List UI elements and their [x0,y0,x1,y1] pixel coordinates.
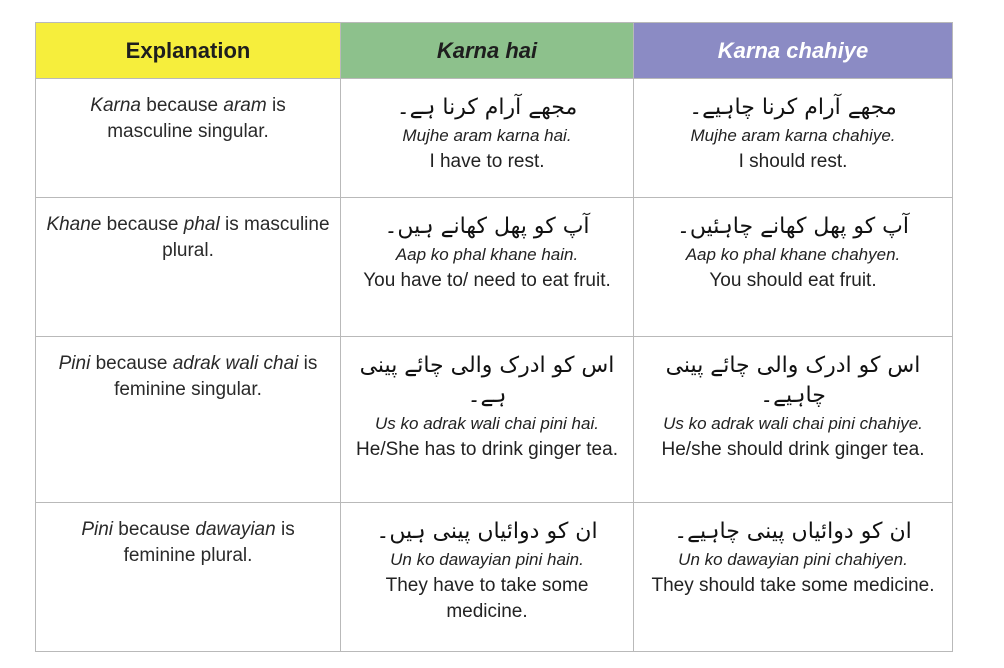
english-translation: He/She has to drink ginger tea. [356,439,618,460]
karna-hai-cell [341,79,634,198]
noun: aram [223,95,267,116]
english-translation: I have to rest. [429,151,545,172]
explanation-text [36,503,340,569]
karna-chahiye-cell [634,79,953,198]
rule-text: is feminine plural. [123,519,295,566]
english-translation: You should eat fruit. [709,270,877,291]
connector-text: because [90,353,173,374]
roman-transliteration: Aap ko phal khane hain. [395,245,579,264]
english-translation: They have to take some medicine. [385,575,589,622]
roman-transliteration: Mujhe aram karna hai. [402,126,572,145]
english-translation: You have to/ need to eat fruit. [363,270,611,291]
table-row [36,337,953,503]
karna-chahiye-cell [634,503,953,652]
header-karna-chahiye: Karna chahiye [634,23,953,79]
karna-hai-cell [341,198,634,337]
table-row [36,503,953,652]
table-row [36,198,953,337]
explanation-text [36,79,340,145]
roman-transliteration: Us ko adrak wali chai pini chahiye. [663,414,923,433]
urdu-sentence: آپ کو پھل کھانے ہیں۔ [384,214,590,239]
roman-transliteration: Us ko adrak wali chai pini hai. [375,414,599,433]
rule-text: is masculine plural. [162,214,330,261]
karna-chahiye-cell [634,198,953,337]
urdu-sentence: اس کو ادرک والی چائے پینی ہے۔ [359,353,615,408]
noun: phal [183,214,220,235]
connector-text: because [101,214,184,235]
verb-form: Pini [58,353,91,374]
urdu-sentence: آپ کو پھل کھانے چاہئیں۔ [677,214,909,239]
roman-transliteration: Aap ko phal khane chahyen. [685,245,901,264]
header-explanation: Explanation [36,23,341,79]
roman-transliteration: Un ko dawayian pini chahiyen. [678,550,908,569]
urdu-sentence: مجھے آرام کرنا ہے۔ [396,95,578,120]
rule-text: is feminine singular. [114,353,318,400]
explanation-cell [36,79,341,198]
noun: dawayian [195,519,276,540]
connector-text: because [141,95,224,116]
rule-text: is masculine singular. [107,95,286,142]
urdu-sentence: ان کو دوائیاں پینی ہیں۔ [376,519,598,544]
verb-form: Karna [90,95,141,116]
karna-hai-cell [341,503,634,652]
verb-form: Khane [46,214,102,235]
explanation-cell [36,503,341,652]
explanation-text [36,198,340,264]
english-translation: They should take some medicine. [651,575,935,596]
table-row [36,79,953,198]
header-karna-hai: Karna hai [341,23,634,79]
roman-transliteration: Un ko dawayian pini hain. [390,550,584,569]
connector-text: because [113,519,196,540]
urdu-sentence: اس کو ادرک والی چائے پینی چاہیے۔ [665,353,921,408]
verb-form: Pini [81,519,113,540]
explanation-cell [36,337,341,503]
grammar-table [35,22,953,652]
explanation-cell [36,198,341,337]
roman-transliteration: Mujhe aram karna chahiye. [690,126,896,145]
explanation-text [36,337,340,403]
english-translation: He/she should drink ginger tea. [661,439,925,460]
urdu-sentence: مجھے آرام کرنا چاہیے۔ [689,95,897,120]
header-row [36,23,953,79]
urdu-sentence: ان کو دوائیاں پینی چاہیے۔ [674,519,912,544]
karna-chahiye-cell [634,337,953,503]
english-translation: I should rest. [738,151,848,172]
karna-hai-cell [341,337,634,503]
noun: adrak wali chai [172,353,299,374]
